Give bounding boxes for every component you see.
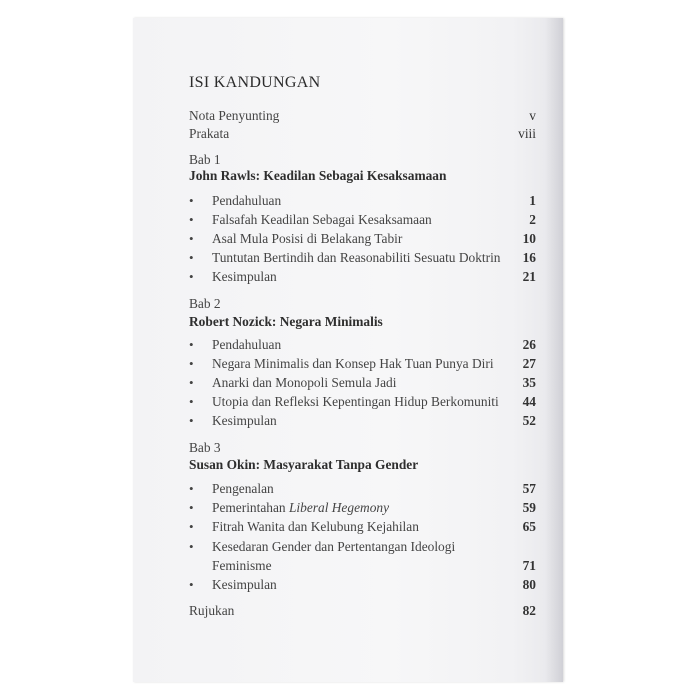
- toc-item: [189, 229, 536, 249]
- chapter-title-label: Susan Okin: Masyarakat Tanpa Gender: [189, 457, 419, 472]
- toc-item: [189, 479, 536, 499]
- page-title: ISI KANDUNGAN: [189, 74, 321, 91]
- bullet-icon: •: [189, 231, 194, 246]
- toc-item-label: Tuntutan Bertindih dan Reasonabiliti Sesuatu Doktrin: [212, 250, 501, 265]
- toc-item: [189, 575, 536, 595]
- toc-item-page: 1: [529, 193, 536, 208]
- toc-item-page: 27: [522, 356, 536, 371]
- bullet-icon: •: [189, 375, 194, 390]
- bullet-icon: •: [189, 212, 194, 227]
- toc-entry-label: Nota Penyunting: [189, 108, 280, 123]
- book-page: [133, 18, 563, 682]
- toc-entry-prakata: [189, 124, 536, 144]
- toc-entry-label: Prakata: [189, 126, 230, 141]
- toc-item-page: 65: [522, 519, 536, 534]
- toc-item-page: 16: [522, 250, 536, 265]
- toc-item: [189, 191, 536, 211]
- bullet-icon: •: [189, 269, 194, 284]
- toc-item-page: 2: [529, 212, 536, 227]
- toc-item-label-continued: Feminisme: [212, 558, 272, 573]
- toc-item: [189, 411, 536, 431]
- bullet-icon: •: [189, 193, 194, 208]
- chapter-number-label: Bab 3: [189, 440, 221, 455]
- toc-item-page: 35: [522, 375, 536, 390]
- bullet-icon: •: [189, 394, 194, 409]
- toc-item: [189, 354, 536, 374]
- toc-item: [189, 373, 536, 393]
- toc-item-page: 57: [522, 481, 536, 496]
- toc-item-page: 59: [522, 500, 536, 515]
- bullet-icon: •: [189, 577, 194, 592]
- toc-item-page: 44: [522, 394, 536, 409]
- toc-item-label: Utopia dan Refleksi Kepentingan Hidup Berkomuniti: [212, 394, 499, 409]
- chapter-title-label: Robert Nozick: Negara Minimalis: [189, 314, 383, 329]
- bullet-icon: •: [189, 356, 194, 371]
- chapter-title-label: John Rawls: Keadilan Sebagai Kesaksamaan: [189, 168, 447, 183]
- toc-entry-page: v: [529, 108, 536, 123]
- chapter-number: [189, 294, 536, 314]
- bullet-icon: •: [189, 337, 194, 352]
- toc-item-label: Fitrah Wanita dan Kelubung Kejahilan: [212, 519, 419, 534]
- toc-item: [189, 210, 536, 230]
- toc-item-label: Negara Minimalis dan Konsep Hak Tuan Punya Diri: [212, 356, 494, 371]
- bullet-icon: •: [189, 539, 194, 554]
- toc-item-label: Kesimpulan: [212, 577, 277, 592]
- page-edge-shadow: [545, 18, 563, 682]
- toc-item-label: Asal Mula Posisi di Belakang Tabir: [212, 231, 403, 246]
- toc-item-label: Pendahuluan: [212, 193, 282, 208]
- toc-item: [189, 517, 536, 537]
- toc-item-label-italic: Liberal Hegemony: [288, 500, 390, 515]
- bullet-icon: •: [189, 481, 194, 496]
- bullet-icon: •: [189, 519, 194, 534]
- bullet-icon: •: [189, 500, 194, 515]
- chapter-title: [189, 312, 536, 332]
- toc-item-label: Kesedaran Gender dan Pertentangan Ideologi: [212, 539, 456, 554]
- toc-entry-nota-penyunting: [189, 106, 536, 126]
- toc-item: [189, 267, 536, 287]
- toc-item-page: 26: [522, 337, 536, 352]
- toc-item-label: Kesimpulan: [212, 269, 277, 284]
- toc-item-label: [212, 498, 389, 518]
- chapter-number-label: Bab 2: [189, 296, 221, 311]
- toc-item-label: Kesimpulan: [212, 413, 277, 428]
- toc-item: [189, 537, 536, 557]
- toc-item-label: Pengenalan: [212, 481, 274, 496]
- chapter-number-label: Bab 1: [189, 152, 221, 167]
- bullet-icon: •: [189, 413, 194, 428]
- toc-entry-page: viii: [518, 126, 536, 141]
- toc-item-page: 71: [522, 558, 536, 573]
- toc-item-label: Anarki dan Monopoli Semula Jadi: [212, 375, 397, 390]
- toc-item: [189, 392, 536, 412]
- toc-entry-rujukan: [189, 601, 536, 621]
- toc-item-label: Pendahuluan: [212, 337, 282, 352]
- toc-item: [189, 248, 536, 268]
- toc-item-page: 52: [522, 413, 536, 428]
- toc-entry-label: Rujukan: [189, 603, 235, 618]
- toc-item-label: Falsafah Keadilan Sebagai Kesaksamaan: [212, 212, 432, 227]
- toc-item-label-prefix: Pemerintahan: [212, 500, 289, 515]
- toc-item-page: 80: [522, 577, 536, 592]
- chapter-title: [189, 166, 536, 186]
- toc-item-page: 21: [522, 269, 536, 284]
- toc-item: [189, 335, 536, 355]
- chapter-title: [189, 455, 536, 475]
- toc-item-page: 10: [522, 231, 536, 246]
- bullet-icon: •: [189, 250, 194, 265]
- toc-item: [189, 498, 536, 518]
- toc-entry-page: 82: [522, 603, 536, 618]
